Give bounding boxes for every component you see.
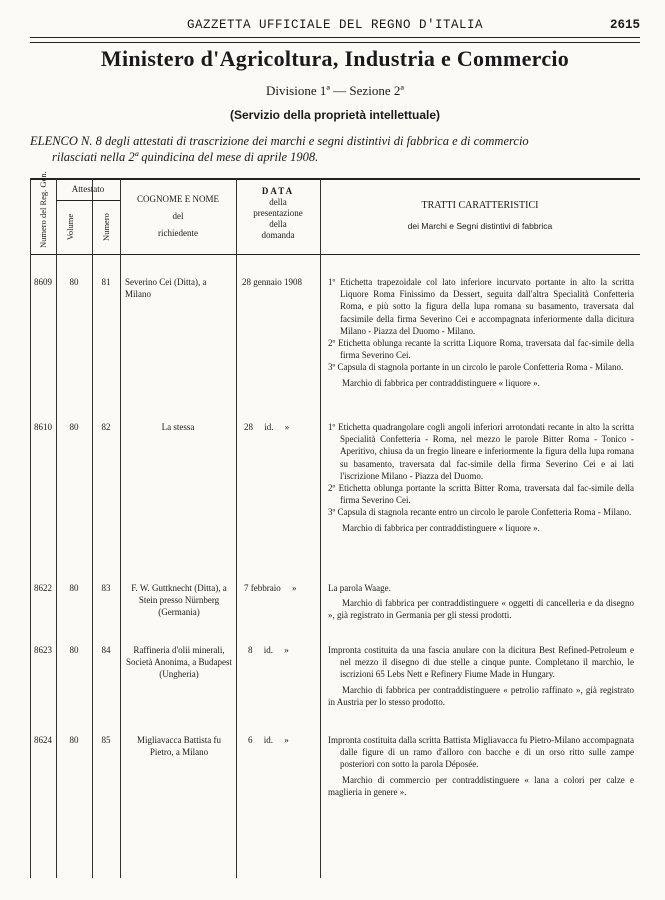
description-item: 3º Capsula di stagnola portante in un circolo le parole Confetteria Roma - Milano. xyxy=(328,362,624,373)
applicant-name: Severino Cei (Ditta), a Milano xyxy=(125,277,207,299)
elenco-heading xyxy=(30,133,640,165)
header-tratti-2: dei Marchi e Segni distintivi di fabbrica xyxy=(407,221,553,231)
header-richiedente-2: del xyxy=(172,211,184,221)
mark-purpose: Marchio di commercio per contraddistinguere « lana a colori per calze e maglieria in genere ». xyxy=(328,774,634,797)
volume-cell: 80 xyxy=(69,277,79,287)
division-line: Divisione 1ª — Sezione 2ª xyxy=(266,83,404,98)
reg-number: 8623 xyxy=(34,645,52,655)
mark-description xyxy=(328,644,634,708)
numero-cell: 83 xyxy=(101,583,111,593)
numero-cell: 82 xyxy=(101,422,111,432)
description-item: 1º Etichetta quadrangolare cogli angoli inferiori arrotondati recante in alto la scritta Specialità Confetteria - Roma, nel mezzo le parole Bitter Roma - Tonico - Aperitivo, chiusa da un fregio lineare e inferiormente la figura della lupa romana su basamento, traversata dal fac-simile della firma Severino Cei e ai lati l'iscrizione Milano - Piazza del Duomo. xyxy=(328,422,634,481)
filing-date: 8 id. » xyxy=(248,645,289,655)
mark-description xyxy=(328,582,634,622)
mark-purpose: Marchio di fabbrica per contraddistinguere « liquore ». xyxy=(342,522,540,533)
applicant-name: Raffineria d'olii minerali, Società Anonima, a Budapest (Ungheria) xyxy=(126,645,232,679)
page-number: 2615 xyxy=(609,18,640,32)
header-numero-reg: Numero del Reg. Gen. xyxy=(38,171,48,248)
attestato-rule xyxy=(56,200,120,201)
header-richiedente xyxy=(120,194,236,239)
header-attestato: Attestato xyxy=(71,184,105,194)
header-data-3: presentazione xyxy=(253,208,303,218)
applicant-name: Migliavacca Battista fu Pietro, a Milano xyxy=(137,735,221,757)
description-item: 2º Etichetta oblunga recante la scritta Liquore Roma, traversata dal fac-simile della firma Severino Cei. xyxy=(328,338,634,361)
running-head xyxy=(30,18,640,36)
reg-number: 8624 xyxy=(34,735,52,745)
volume-cell: 80 xyxy=(69,645,79,655)
header-richiedente-1: COGNOME E NOME xyxy=(137,194,219,204)
header-data-4: della xyxy=(269,219,287,229)
filing-date: 28 gennaio 1908 xyxy=(242,277,302,287)
header-numero: Numero xyxy=(101,213,111,241)
header-tratti-1: TRATTI CARATTERISTICI xyxy=(421,200,539,211)
volume-cell: 80 xyxy=(69,583,79,593)
description-item: 2º Etichetta oblunga portante la scritta Bitter Roma, traversata dal fac-simile della firma Severino Cei. xyxy=(328,483,634,506)
header-data-5: domanda xyxy=(261,230,295,240)
header-data-2: della xyxy=(269,197,287,207)
numero-cell: 85 xyxy=(101,735,111,745)
volume-cell: 80 xyxy=(69,735,79,745)
filing-date: 28 id. » xyxy=(244,422,290,432)
numero-cell: 81 xyxy=(101,277,111,287)
mark-purpose: Marchio di fabbrica per contraddistinguere « oggetti di cancelleria e da disegno », già registrato in Germania per gli stessi prodotti. xyxy=(328,598,634,621)
volume-cell: 80 xyxy=(69,422,79,432)
gazette-title: GAZZETTA UFFICIALE DEL REGNO D'ITALIA xyxy=(186,18,484,32)
reg-number: 8609 xyxy=(34,277,52,287)
filing-date: 7 febbraio » xyxy=(244,583,297,593)
mark-description xyxy=(328,421,634,534)
header-bottom-rule xyxy=(30,254,640,255)
reg-number: 8622 xyxy=(34,583,52,593)
description-item: La parola Waage. xyxy=(328,583,391,593)
filing-date: 6 id. » xyxy=(248,735,289,745)
reg-number: 8610 xyxy=(34,422,52,432)
header-volume: Volume xyxy=(65,213,75,241)
header-richiedente-3: richiedente xyxy=(158,228,198,238)
mark-description xyxy=(328,734,634,798)
col-rule xyxy=(320,178,321,878)
header-data-1: DATA xyxy=(261,186,295,196)
mark-description xyxy=(328,276,634,389)
applicant-name: La stessa xyxy=(161,422,195,432)
header-data xyxy=(236,186,320,241)
table-top-rule xyxy=(30,178,640,180)
mark-purpose: Marchio di fabbrica per contraddistinguere « petrolio raffinato », già registrato in Austria per lo stesso prodotto. xyxy=(328,684,634,707)
ministry-title: Ministero d'Agricoltura, Industria e Commercio xyxy=(100,46,570,71)
service-line: (Servizio della proprietà intellettuale) xyxy=(229,108,441,122)
applicant-name: F. W. Guttknecht (Ditta), a Stein presso Nürnberg (Germania) xyxy=(131,583,227,617)
header-rule xyxy=(30,37,640,43)
elenco-line-2: rilasciati nella 2ª quindicina del mese di aprile 1908. xyxy=(52,150,319,164)
numero-cell: 84 xyxy=(101,645,111,655)
description-item: Impronta costituita dalla scritta Battista Migliavacca fu Pietro-Milano accompagnata dalle figure di un ramo d'alloro con bacche e di un orso ritto sulle zampe posteriori con sotto la parola Déposée. xyxy=(328,735,634,770)
col-rule xyxy=(236,178,237,878)
marks-table xyxy=(30,171,640,878)
description-item: 1º Etichetta trapezoidale col lato inferiore incurvato portante in alto la scritta Liquore Roma Finissimo da Dessert, seguita dall'altra Specialità Confetteria Roma, e più sotto la figura della lupa romana su basamento, traversata dal facsimile della firma Severino Cei e accompagnata inferiormente dalla dicitura Milano - Piazza del Duomo - Milano. xyxy=(328,277,634,336)
description-item: 3º Capsula di stagnola recante entro un circolo le parole Confetteria Roma - Milano. xyxy=(328,507,632,518)
mark-purpose: Marchio di fabbrica per contraddistinguere « liquore ». xyxy=(342,377,540,388)
col-rule xyxy=(120,178,121,878)
elenco-line-1: ELENCO N. 8 degli attestati di trascrizione dei marchi e segni distintivi di fabbrica e di commercio xyxy=(30,134,529,148)
description-item: Impronta costituita da una fascia anulare con la dicitura Best Refined-Petroleum e nel mezzo il disegno di due stelle a cinque punte. Completano il marchio, le iscrizioni 65 Lebs Nett e Refinery Fiume Made in Hungary. xyxy=(328,645,634,680)
header-tratti xyxy=(320,200,640,232)
